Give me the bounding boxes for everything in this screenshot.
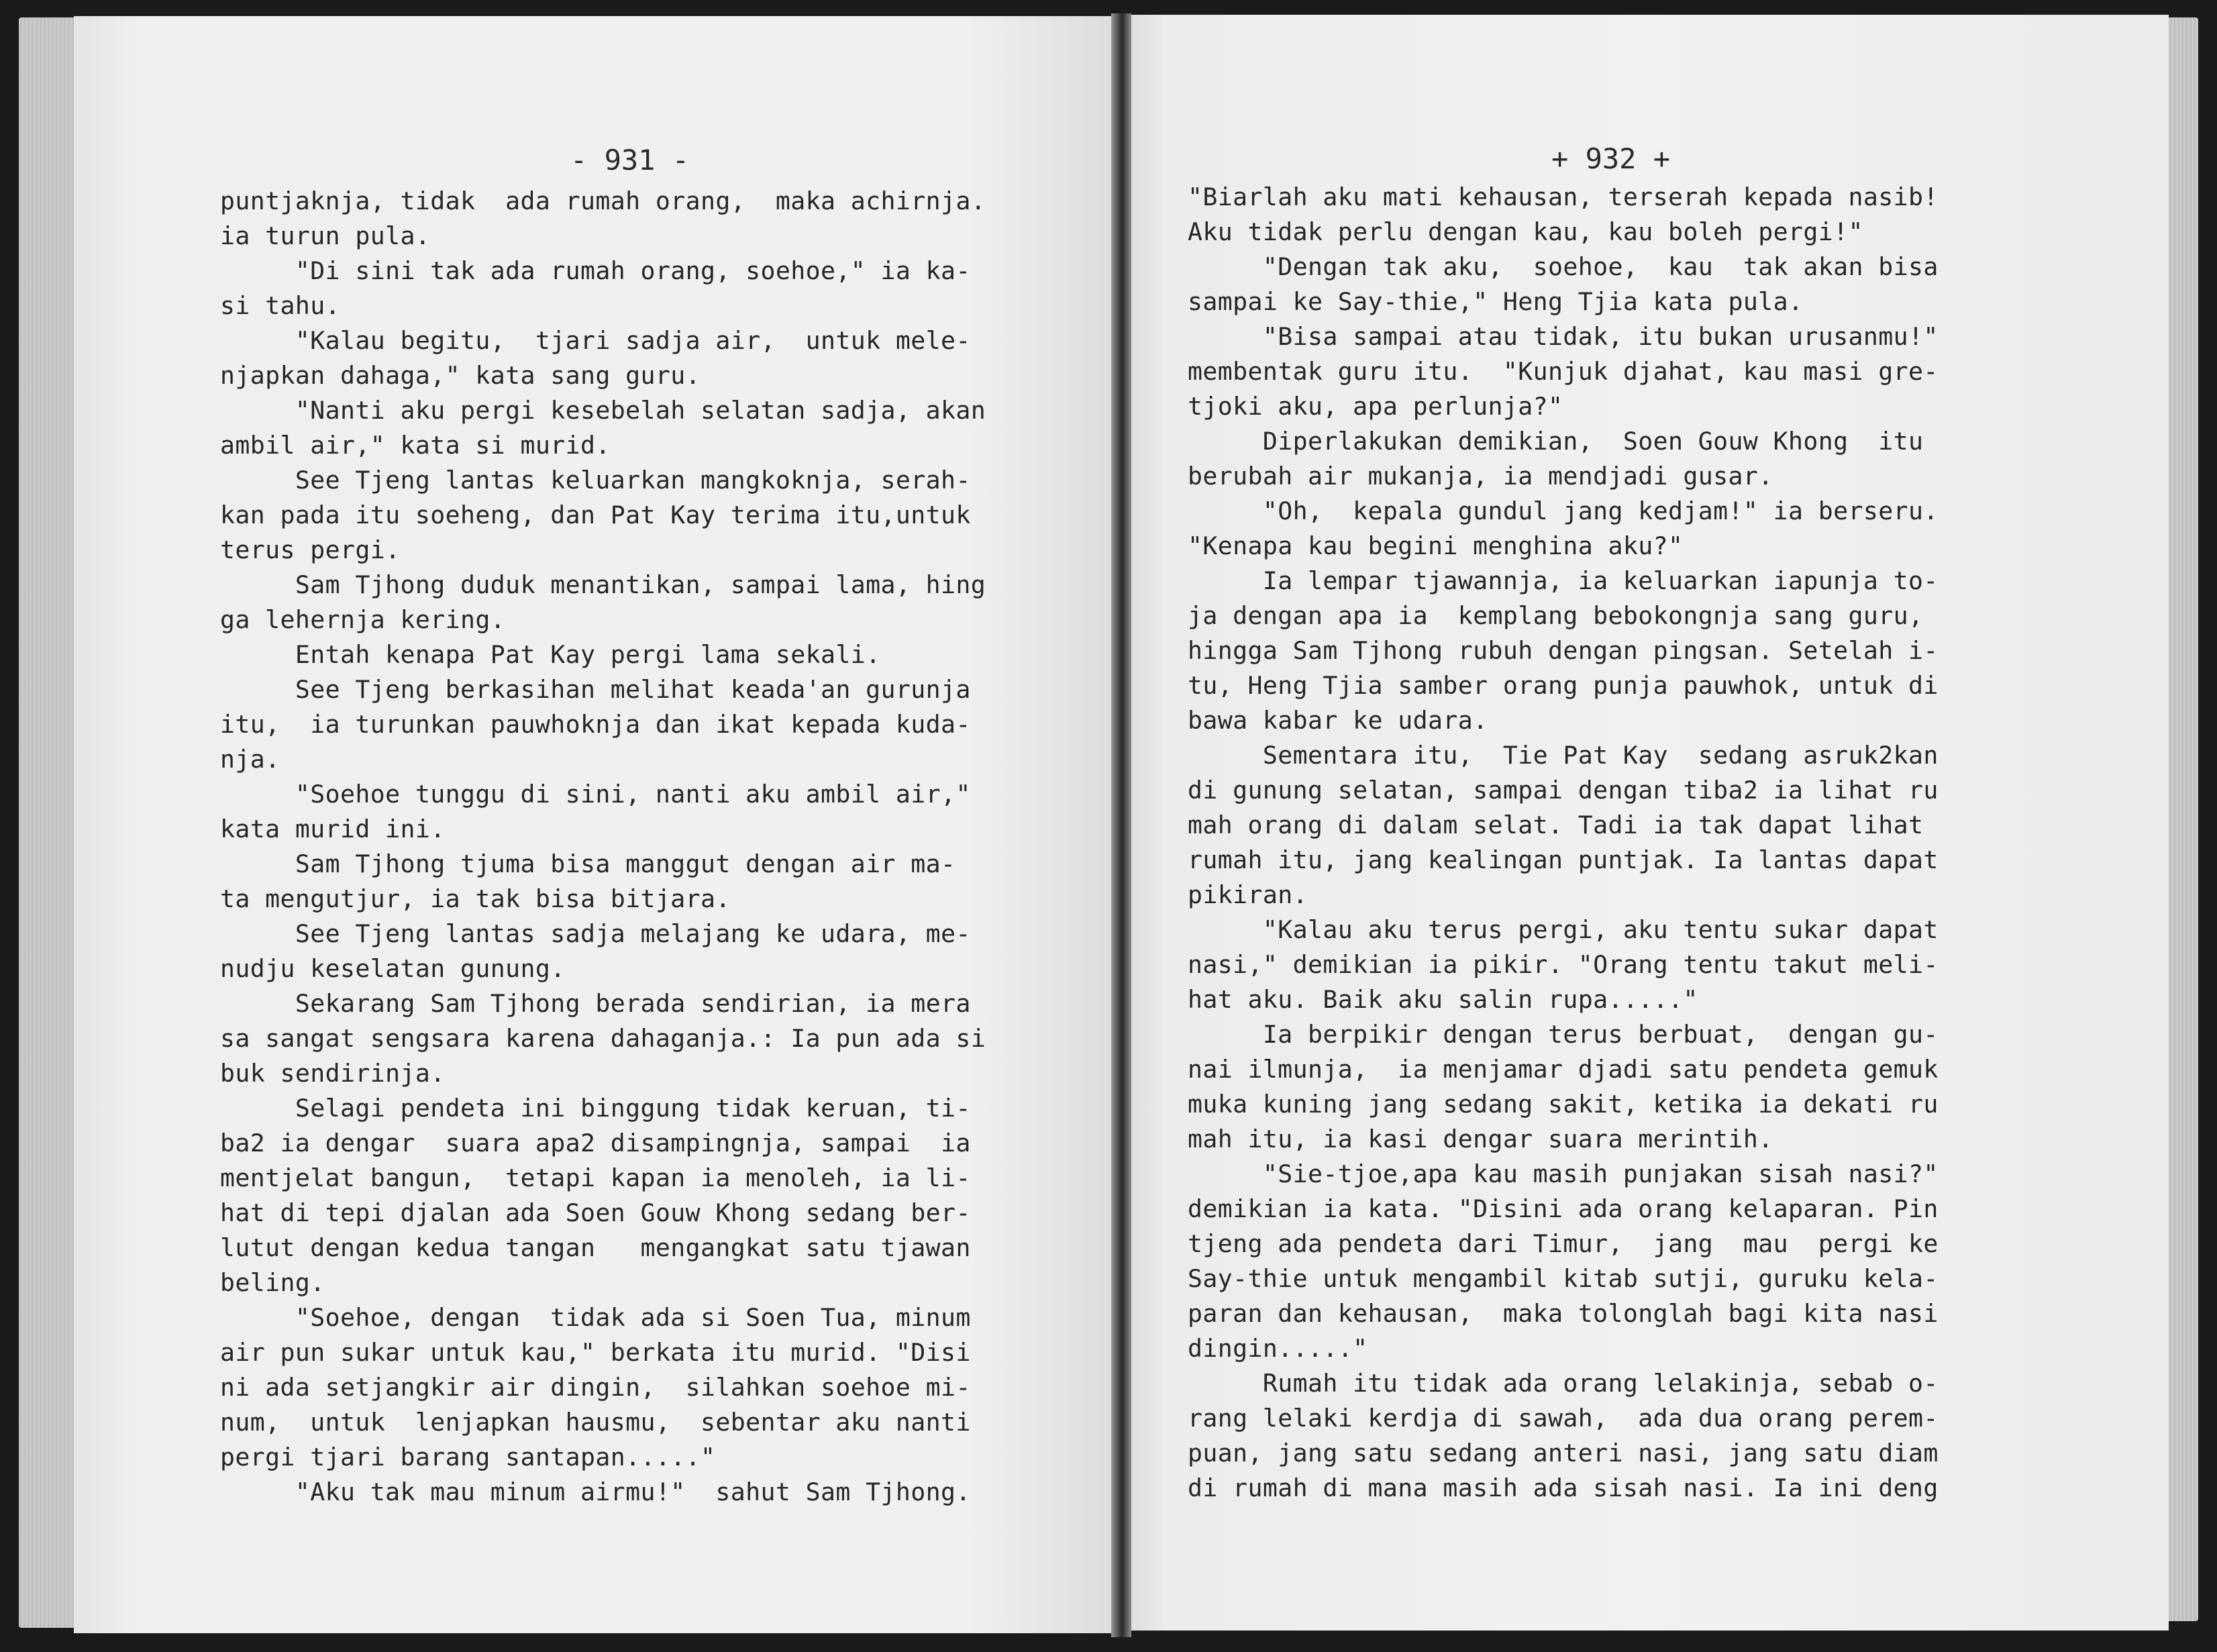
text-line: njapkan dahaga," kata sang guru. xyxy=(220,361,701,390)
text-line: rang lelaki kerdja di sawah, ada dua orang perem- xyxy=(1188,1404,1939,1433)
text-line: demikian ia kata. "Disini ada orang kelaparan. Pin xyxy=(1188,1194,1939,1223)
text-line: mah itu, ia kasi dengar suara merintih. xyxy=(1188,1125,1773,1153)
text-line: ba2 ia dengar suara apa2 disampingnja, sampai ia xyxy=(220,1129,971,1157)
text-line: Sam Tjhong tjuma bisa manggut dengan air ma- xyxy=(220,849,956,878)
text-line: mah orang di dalam selat. Tadi ia tak dapat lihat xyxy=(1188,811,1924,839)
text-line: hat aku. Baik aku salin rupa....." xyxy=(1188,985,1698,1014)
text-line: num, untuk lenjapkan hausmu, sebentar aku nanti xyxy=(220,1408,971,1437)
text-line: See Tjeng berkasihan melihat keada'an gurunja xyxy=(220,675,971,704)
text-line: kan pada itu soeheng, dan Pat Kay terima itu,untuk xyxy=(220,501,971,529)
text-line: Sekarang Sam Tjhong berada sendirian, ia mera xyxy=(220,989,971,1018)
text-line: Aku tidak perlu dengan kau, kau boleh pergi!" xyxy=(1188,217,1863,246)
text-line: puan, jang satu sedang anteri nasi, jang satu diam xyxy=(1188,1439,1939,1467)
text-line: "Di sini tak ada rumah orang, soehoe," ia ka- xyxy=(220,256,971,285)
text-line: ja dengan apa ia kemplang bebokongnja sang guru, xyxy=(1188,601,1924,630)
text-line: si tahu. xyxy=(220,291,340,320)
text-line: "Oh, kepala gundul jang kedjam!" ia berseru. xyxy=(1188,497,1939,525)
text-line: tjeng ada pendeta dari Timur, jang mau pergi ke xyxy=(1188,1229,1939,1258)
text-line: beling. xyxy=(220,1268,325,1297)
text-line: terus pergi. xyxy=(220,535,401,564)
text-line: dingin....." xyxy=(1188,1334,1368,1363)
text-line: di rumah di mana masih ada sisah nasi. Ia ini deng xyxy=(1188,1474,1939,1502)
text-line: muka kuning jang sedang sakit, ketika ia dekati ru xyxy=(1188,1090,1939,1119)
page-text xyxy=(1188,180,2100,1506)
page-number: + 932 + xyxy=(1551,142,1671,175)
text-line: paran dan kehausan, maka tolonglah bagi kita nasi xyxy=(1188,1299,1939,1328)
text-line: See Tjeng lantas sadja melajang ke udara, me- xyxy=(220,919,971,948)
text-line: nai ilmunja, ia menjamar djadi satu pendeta gemuk xyxy=(1188,1055,1939,1084)
text-line: membentak guru itu. "Kunjuk djahat, kau masi gre- xyxy=(1188,357,1939,386)
text-line: "Dengan tak aku, soehoe, kau tak akan bisa xyxy=(1188,252,1939,281)
right-page xyxy=(1122,15,2169,1631)
text-line: "Soehoe tunggu di sini, nanti aku ambil air," xyxy=(220,780,971,809)
text-line: "Bisa sampai atau tidak, itu bukan urusanmu!" xyxy=(1188,322,1939,351)
text-line: ta mengutjur, ia tak bisa bitjara. xyxy=(220,884,731,913)
text-line: itu, ia turunkan pauwhoknja dan ikat kepada kuda- xyxy=(220,710,971,739)
book-gutter xyxy=(1111,13,1131,1637)
text-line: hingga Sam Tjhong rubuh dengan pingsan. Setelah i- xyxy=(1188,636,1939,665)
page-text xyxy=(220,184,1106,1510)
text-line: "Sie-tjoe,apa kau masih punjakan sisah nasi?" xyxy=(1188,1159,1939,1188)
text-line: nudju keselatan gunung. xyxy=(220,954,566,983)
text-line: ga lehernja kering. xyxy=(220,605,506,634)
text-line: Rumah itu tidak ada orang lelakinja, sebab o- xyxy=(1188,1369,1939,1398)
text-line: "Kalau aku terus pergi, aku tentu sukar dapat xyxy=(1188,915,1939,944)
text-line: "Biarlah aku mati kehausan, terserah kepada nasib! xyxy=(1188,183,1939,211)
text-line: lutut dengan kedua tangan mengangkat satu tjawan xyxy=(220,1233,971,1262)
text-line: pergi tjari barang santapan....." xyxy=(220,1443,716,1472)
text-line: ni ada setjangkir air dingin, silahkan soehoe mi- xyxy=(220,1373,971,1402)
text-line: Ia berpikir dengan terus berbuat, dengan gu- xyxy=(1188,1020,1939,1049)
page-edges-left xyxy=(19,17,79,1628)
text-line: buk sendirinja. xyxy=(220,1059,446,1088)
text-line: "Soehoe, dengan tidak ada si Soen Tua, minum xyxy=(220,1303,971,1332)
text-line: "Kalau begitu, tjari sadja air, untuk mele- xyxy=(220,326,971,355)
text-line: air pun sukar untuk kau," berkata itu murid. "Disi xyxy=(220,1338,971,1367)
text-line: Ia lempar tjawannja, ia keluarkan iapunja to- xyxy=(1188,566,1939,595)
text-line: berubah air mukanja, ia mendjadi gusar. xyxy=(1188,462,1773,491)
text-line: Entah kenapa Pat Kay pergi lama sekali. xyxy=(220,640,881,669)
text-line: rumah itu, jang kealingan puntjak. Ia lantas dapat xyxy=(1188,845,1939,874)
text-line: nja. xyxy=(220,745,280,774)
text-line: hat di tepi djalan ada Soen Gouw Khong sedang ber- xyxy=(220,1198,971,1227)
text-line: Diperlakukan demikian, Soen Gouw Khong itu xyxy=(1188,427,1924,456)
text-line: puntjaknja, tidak ada rumah orang, maka achirnja. xyxy=(220,187,986,215)
text-line: See Tjeng lantas keluarkan mangkoknja, serah- xyxy=(220,466,971,495)
text-line: mentjelat bangun, tetapi kapan ia menoleh, ia li- xyxy=(220,1164,971,1192)
text-line: di gunung selatan, sampai dengan tiba2 ia lihat ru xyxy=(1188,776,1939,805)
text-line: pikiran. xyxy=(1188,880,1308,909)
text-line: nasi," demikian ia pikir. "Orang tentu takut meli- xyxy=(1188,950,1939,979)
text-line: "Nanti aku pergi kesebelah selatan sadja, akan xyxy=(220,396,986,425)
left-page xyxy=(74,16,1121,1633)
text-line: bawa kabar ke udara. xyxy=(1188,706,1488,735)
text-line: tjoki aku, apa perlunja?" xyxy=(1188,392,1563,421)
text-line: sa sangat sengsara karena dahaganja.: Ia pun ada si xyxy=(220,1024,986,1053)
page-number: - 931 - xyxy=(570,144,690,176)
text-line: Selagi pendeta ini binggung tidak keruan, ti- xyxy=(220,1094,971,1123)
text-line: ambil air," kata si murid. xyxy=(220,431,611,460)
text-line: "Aku tak mau minum airmu!" sahut Sam Tjhong. xyxy=(220,1478,971,1506)
text-line: tu, Heng Tjia samber orang punja pauwhok, untuk di xyxy=(1188,671,1939,700)
text-line: Sementara itu, Tie Pat Kay sedang asruk2kan xyxy=(1188,741,1939,770)
text-line: sampai ke Say-thie," Heng Tjia kata pula. xyxy=(1188,287,1804,316)
text-line: Sam Tjhong duduk menantikan, sampai lama, hing xyxy=(220,570,986,599)
text-line: kata murid ini. xyxy=(220,815,446,843)
text-line: Say-thie untuk mengambil kitab sutji, guruku kela- xyxy=(1188,1264,1939,1293)
text-line: ia turun pula. xyxy=(220,221,431,250)
text-line: "Kenapa kau begini menghina aku?" xyxy=(1188,531,1684,560)
